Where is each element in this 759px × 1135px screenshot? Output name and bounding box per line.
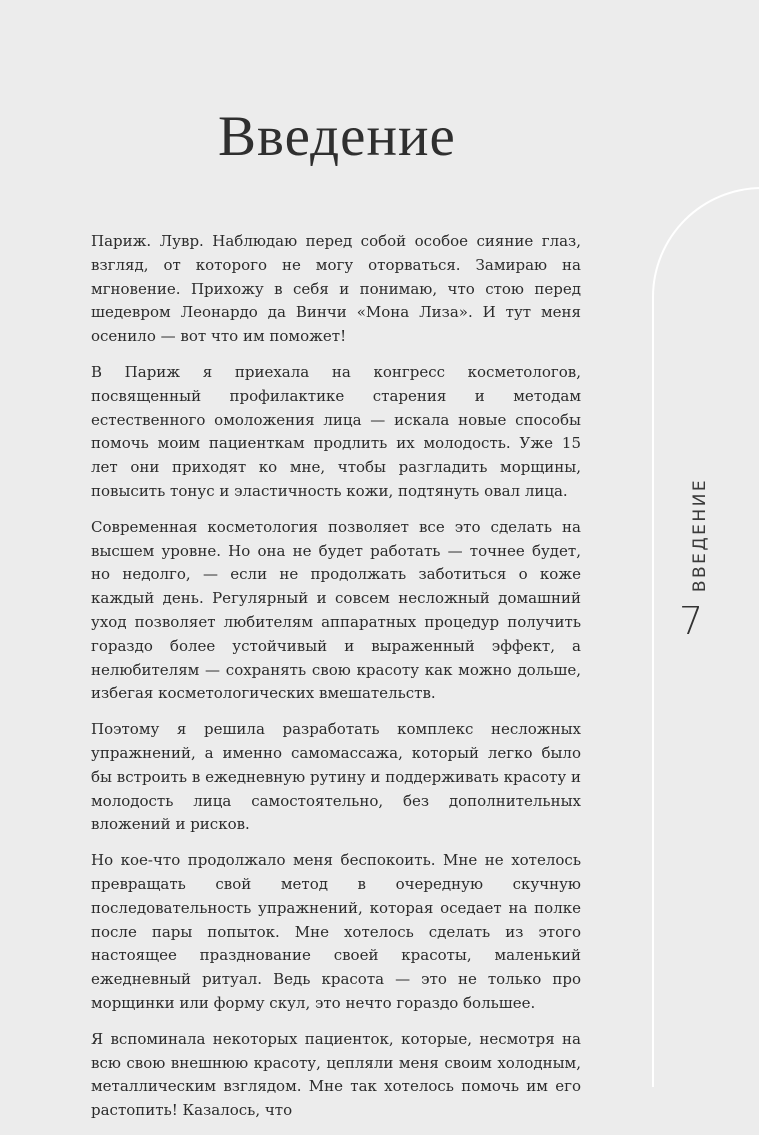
paragraph: Поэтому я решила разработать комплекс несложных упражнений, а именно самомассажа, который легко было бы встроить в ежедневную рутину и поддерживать красоту и молодость лица самостоятельно, без дополнительных вложений и рисков. xyxy=(91,720,581,834)
page-title: Введение xyxy=(218,105,456,168)
body-text xyxy=(91,230,581,1135)
paragraph: Париж. Лувр. Наблюдаю перед собой особое сияние глаз, взгляд, от которого не могу оторваться. Замираю на мгновение. Прихожу в себя и понимаю, что стою перед шедевром Леонардо да Винчи «Мона Лиза». И тут меня осенило — вот что им поможет! xyxy=(91,232,581,346)
decorative-arch xyxy=(652,187,759,1087)
running-head: ВВЕДЕНИЕ xyxy=(690,477,710,593)
paragraph: В Париж я приехала на конгресс косметологов, посвященный профилактике старения и методам естественного омоложения лица — искала новые способы помочь моим пациенткам продлить их молодость. Уже 15 лет они приходят ко мне, чтобы разгладить морщины, повысить тонус и эластичность кожи, подтянуть овал лица. xyxy=(91,362,581,500)
page-number: 7 xyxy=(679,599,704,643)
paragraph: Но кое-что продолжало меня беспокоить. Мне не хотелось превращать свой метод в очередную скучную последовательность упражнений, которая оседает на полке после пары попыток. Мне хотелось сделать из этого настоящее празднование своей красоты, маленький ежедневный ритуал. Ведь красота — это не только про морщинки или форму скул, это нечто гораздо большее. xyxy=(91,851,581,1012)
paragraph: Я вспоминала некоторых пациенток, которые, несмотря на всю свою внешнюю красоту, цепляли меня своим холодным, металлическим взглядом. Мне так хотелось помочь им его растопить! Казалось, что xyxy=(91,1029,581,1120)
paragraph: Современная косметология позволяет все это сделать на высшем уровне. Но она не будет работать — точнее будет, но недолго, — если не продолжать заботиться о коже каждый день. Регулярный и совсем несложный домашний уход позволяет любителям аппаратных процедур получить гораздо более устойчивый и выраженный эффект, а нелюбителям — сохранять свою красоту как можно дольше, избегая косметологических вмешательств. xyxy=(91,517,581,703)
